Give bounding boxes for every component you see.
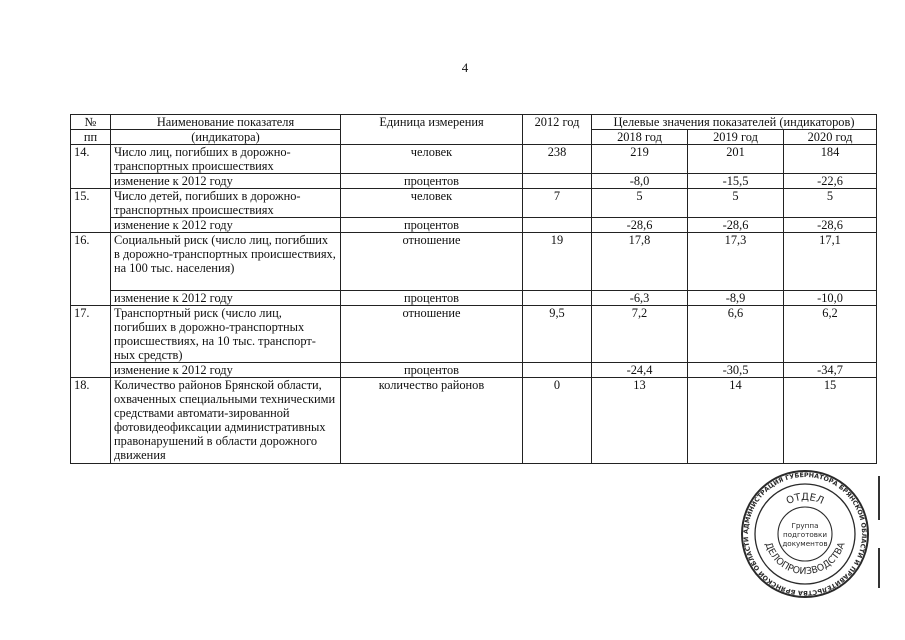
row-number: 15.: [71, 189, 111, 233]
row-number: 17.: [71, 306, 111, 378]
table-row-change: [71, 174, 877, 189]
header-num-bottom: пп: [71, 130, 111, 145]
margin-mark: [878, 548, 880, 588]
table-row-change: [71, 291, 877, 306]
header-year-2018: 2018 год: [592, 130, 688, 145]
change-2020: -34,7: [784, 363, 877, 378]
value-2019: 6,6: [688, 306, 784, 363]
table-row-change: [71, 218, 877, 233]
stamp-outer-text: АДМИНИСТРАЦИЯ ГУБЕРНАТОРА БРЯНСКОЙ ОБЛАСТИ И ПРАВИТЕЛЬСТВА БРЯНСКОЙ ОБЛАСТИ: [742, 471, 868, 597]
change-label: изменение к 2012 году: [111, 218, 341, 233]
indicator-name: Число детей, погибших в дорожно-транспортных происшествиях: [111, 189, 341, 218]
stamp-office-text: ДЕЛОПРОИЗВОДСТВА: [762, 540, 848, 578]
change-base-empty: [523, 363, 592, 378]
stamp-center-line-1: Группа: [791, 521, 819, 530]
header-name-top: Наименование показателя: [111, 115, 341, 130]
page-number: 4: [461, 60, 469, 75]
margin-mark: [878, 476, 880, 520]
table-row: [71, 189, 877, 218]
table-row: [71, 145, 877, 174]
change-2020: -28,6: [784, 218, 877, 233]
change-2019: -8,9: [688, 291, 784, 306]
value-2020: 17,1: [784, 233, 877, 291]
base-value: 0: [523, 378, 592, 464]
official-stamp: [740, 469, 870, 599]
base-value: 7: [523, 189, 592, 218]
value-2018: 5: [592, 189, 688, 218]
value-2020: 5: [784, 189, 877, 218]
base-value: 19: [523, 233, 592, 291]
row-number: 16.: [71, 233, 111, 306]
value-2018: 7,2: [592, 306, 688, 363]
change-label: изменение к 2012 году: [111, 174, 341, 189]
change-2019: -30,5: [688, 363, 784, 378]
table-row-change: [71, 363, 877, 378]
change-2020: -10,0: [784, 291, 877, 306]
change-2019: -15,5: [688, 174, 784, 189]
stamp-department-text: ОТДЕЛ: [784, 491, 826, 508]
indicator-unit: количество районов: [341, 378, 523, 464]
header-year-2020: 2020 год: [784, 130, 877, 145]
change-unit: процентов: [341, 174, 523, 189]
value-2019: 201: [688, 145, 784, 174]
change-2018: -6,3: [592, 291, 688, 306]
value-2018: 17,8: [592, 233, 688, 291]
base-value: 9,5: [523, 306, 592, 363]
base-value: 238: [523, 145, 592, 174]
indicator-name: Социальный риск (число лиц, погибших в дорожно-транспортных происшествиях, на 100 тыс. населения): [111, 233, 341, 291]
value-2020: 15: [784, 378, 877, 464]
header-num-top: №: [71, 115, 111, 130]
change-label: изменение к 2012 году: [111, 291, 341, 306]
header-targets-group: Целевые значения показателей (индикаторов): [592, 115, 877, 130]
stamp-center-line-2: подготовки: [782, 530, 828, 539]
indicators-table: [70, 114, 877, 464]
header-year-2019: 2019 год: [688, 130, 784, 145]
change-2018: -8,0: [592, 174, 688, 189]
value-2019: 14: [688, 378, 784, 464]
stamp-center-line-3: документов: [782, 539, 828, 548]
change-2019: -28,6: [688, 218, 784, 233]
value-2020: 184: [784, 145, 877, 174]
header-name-bottom: (индикатора): [111, 130, 341, 145]
indicator-unit: отношение: [341, 233, 523, 291]
change-base-empty: [523, 291, 592, 306]
indicator-unit: человек: [341, 145, 523, 174]
value-2020: 6,2: [784, 306, 877, 363]
change-base-empty: [523, 218, 592, 233]
indicator-name: Количество районов Брянской области, охваченных специальными техническими средствами автомати-зированной фотовидеофиксации административных правонарушений в области дорожного движения: [111, 378, 341, 464]
change-label: изменение к 2012 году: [111, 363, 341, 378]
indicator-name: Число лиц, погибших в дорожно-транспортных происшествиях: [111, 145, 341, 174]
change-unit: процентов: [341, 363, 523, 378]
row-number: 14.: [71, 145, 111, 189]
change-2018: -28,6: [592, 218, 688, 233]
header-unit: Единица измерения: [341, 115, 523, 145]
change-unit: процентов: [341, 291, 523, 306]
value-2019: 5: [688, 189, 784, 218]
change-2020: -22,6: [784, 174, 877, 189]
change-2018: -24,4: [592, 363, 688, 378]
header-base-year: 2012 год: [523, 115, 592, 145]
value-2018: 219: [592, 145, 688, 174]
value-2019: 17,3: [688, 233, 784, 291]
table-row: [71, 233, 877, 291]
table-row: [71, 306, 877, 363]
indicator-unit: человек: [341, 189, 523, 218]
change-unit: процентов: [341, 218, 523, 233]
value-2018: 13: [592, 378, 688, 464]
indicator-name: Транспортный риск (число лиц, погибших в дорожно-транспортных происшествиях, на 10 тыс. транспорт-ных средств): [111, 306, 341, 363]
table-row: [71, 378, 877, 464]
indicator-unit: отношение: [341, 306, 523, 363]
change-base-empty: [523, 174, 592, 189]
row-number: 18.: [71, 378, 111, 464]
